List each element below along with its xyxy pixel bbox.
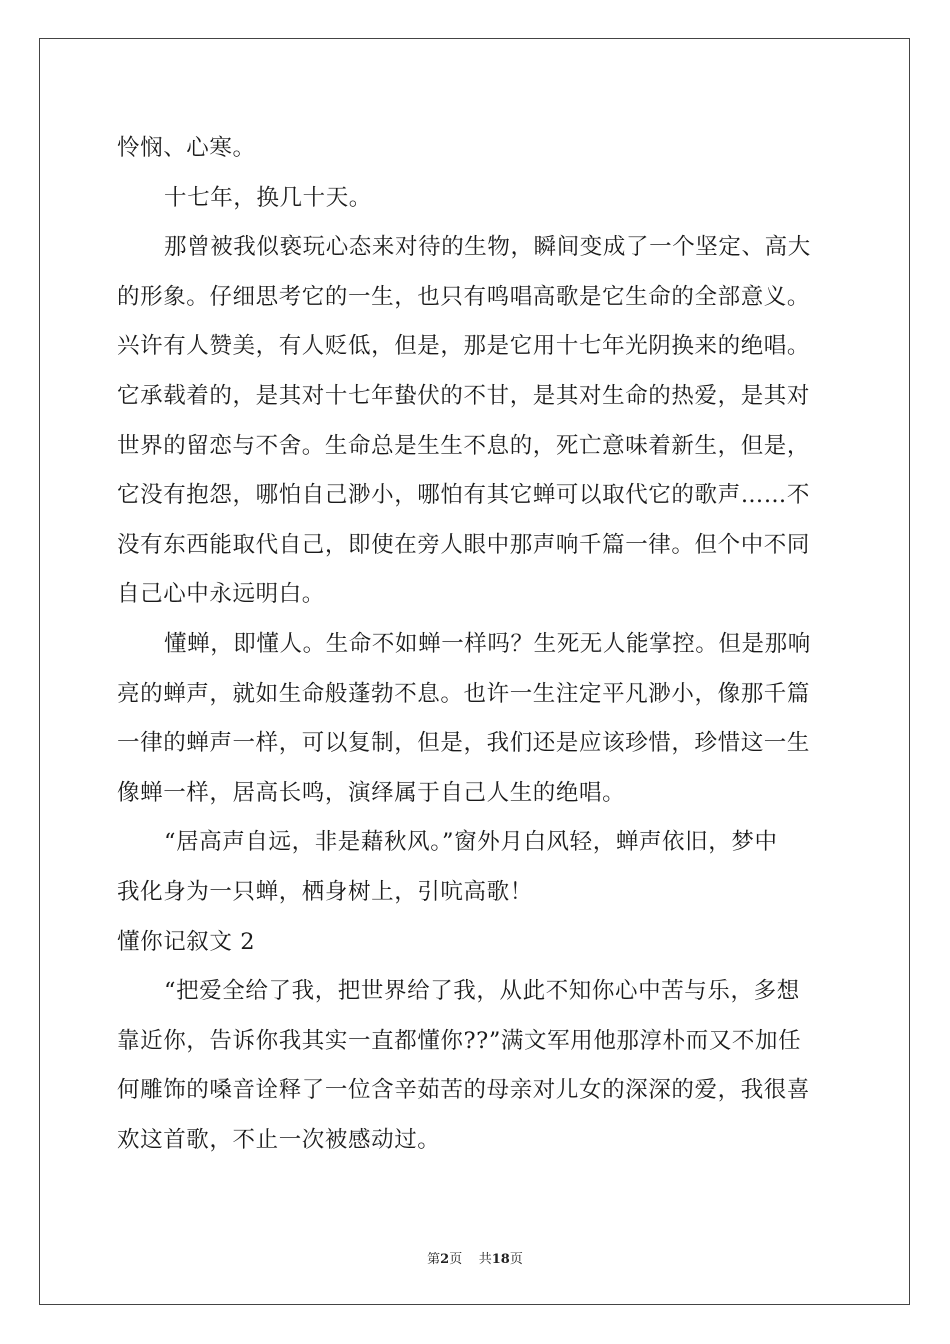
text-line: 怜悯、心寒。: [117, 135, 256, 161]
page-prefix: 第: [427, 1252, 441, 1267]
total-suffix: 页: [509, 1252, 523, 1267]
text-line: 兴许有人赞美，有人贬低，但是，那是它用十七年光阴换来的绝唱。: [117, 333, 811, 360]
text-line: 没有东西能取代自己，即使在旁人眼中那声响千篇一律。但个中不同: [117, 531, 811, 558]
section-heading: 懂你记叙文 2: [117, 928, 256, 955]
text-line: 自己心中永远明白。: [117, 581, 325, 608]
paragraph-line: 那曾被我似亵玩心态来对待的生物，瞬间变成了一个坚定、高大: [164, 234, 811, 261]
page-suffix: 页: [449, 1252, 463, 1267]
text-line: 我化身为一只蝉，栖身树上，引吭高歌！: [117, 878, 533, 905]
text-line: 世界的留恋与不舍。生命总是生生不息的，死亡意味着新生，但是，: [117, 432, 811, 459]
paragraph-line: 十七年，换几十天。: [164, 184, 372, 211]
text-line: 它承载着的，是其对十七年蛰伏的不甘，是其对生命的热爱，是其对: [117, 382, 811, 409]
text-line: 何雕饰的嗓音诠释了一位含辛茹苦的母亲对儿女的深深的爱，我很喜: [117, 1077, 811, 1104]
total-pages: 18: [491, 1252, 510, 1267]
text-line: 亮的蝉声，就如生命般蓬勃不息。也许一生注定平凡渺小，像那千篇: [117, 680, 811, 707]
text-line: 一律的蝉声一样，可以复制，但是，我们还是应该珍惜，珍惜这一生: [117, 730, 811, 757]
text-line: 像蝉一样，居高长鸣，演绎属于自己人生的绝唱。: [117, 779, 626, 806]
page-number: 2: [440, 1252, 450, 1267]
text-line: 的形象。仔细思考它的一生，也只有鸣唱高歌是它生命的全部意义。: [117, 283, 811, 310]
document-body: [117, 124, 837, 1165]
text-line: 靠近你，告诉你我其实一直都懂你??”满文军用他那淳朴而又不加任: [117, 1027, 802, 1054]
page-footer: [0, 1248, 950, 1267]
total-prefix: 共: [478, 1252, 492, 1267]
text-line: 它没有抱怨，哪怕自己渺小，哪怕有其它蝉可以取代它的歌声……不: [117, 482, 811, 509]
paragraph-line: “居高声自远，非是藉秋风。”窗外月白风轻，蝉声依旧，梦中: [164, 829, 778, 856]
paragraph-line: 懂蝉，即懂人。生命不如蝉一样吗？生死无人能掌控。但是那响: [164, 630, 811, 657]
paragraph-line: “把爱全给了我，把世界给了我，从此不知你心中苦与乐，多想: [164, 978, 800, 1005]
text-line: 欢这首歌，不止一次被感动过。: [117, 1126, 441, 1153]
